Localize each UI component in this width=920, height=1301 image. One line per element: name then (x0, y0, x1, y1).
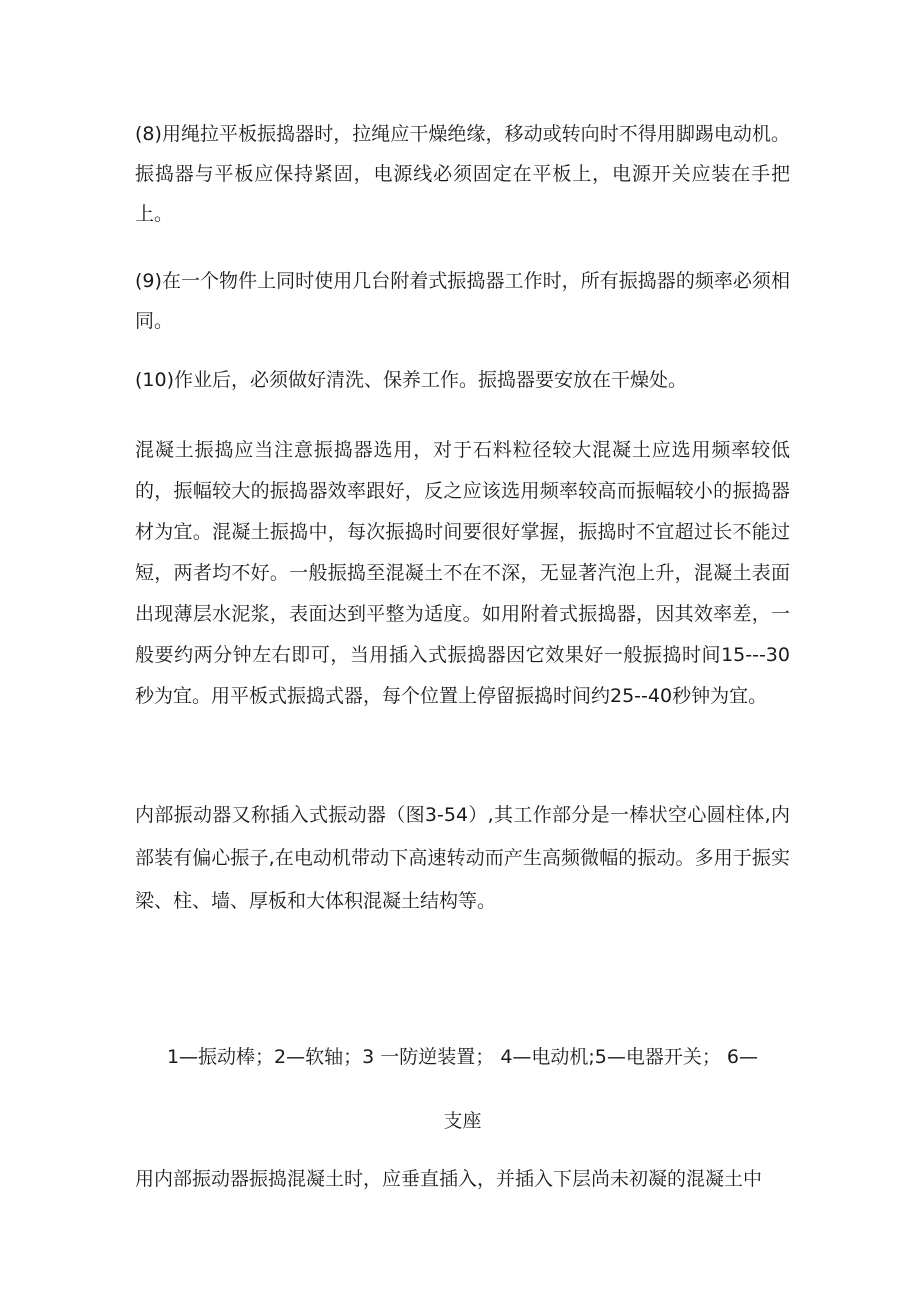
inner-vibrator-paragraph: 内部振动器又称插入式振动器（图3-54）,其工作部分是一棒状空心圆柱体,内部装有偏心振子,在电动机带动下高速转动而产生高频微幅的振动。多用于振实梁、柱、墙、厚板和大体积混凝土结构等。 (135, 804, 790, 912)
rule-item-9: (9)在一个物件上同时使用几台附着式振捣器工作时，所有振捣器的频率必须相同。 (135, 270, 790, 332)
usage-paragraph: 用内部振动器振捣混凝土时，应垂直插入，并插入下层尚未初凝的混凝土中 (135, 1168, 763, 1190)
figure-caption (135, 1036, 790, 1143)
figure-caption-line-2: 支座 (443, 1110, 482, 1132)
figure-caption-line-1: 1—振动棒；2—软轴；3 一防逆装置； 4—电动机;5—电器开关； 6— (166, 1046, 759, 1068)
rule-item-10: (10)作业后，必须做好清洗、保养工作。振捣器要安放在干燥处。 (135, 369, 688, 391)
vibration-guidance-paragraph: 混凝土振捣应当注意振捣器选用，对于石料粒径较大混凝土应选用频率较低的，振幅较大的振捣器效率跟好，反之应该选用频率较高而振幅较小的振捣器材为宜。混凝土振捣中，每次振捣时间要很好掌握，振捣时不宜超过长不能过短，两者均不好。一般振捣至混凝土不在不深，无显著汽泡上升，混凝土表面出现薄层水泥浆，表面达到平整为适度。如用附着式振捣器，因其效率差，一般要约两分钟左右即可，当用插入式振捣器因它效果好一般振捣时间15---30秒为宜。用平板式振捣式器，每个位置上停留振捣时间约25--40秒钟为宜。 (135, 439, 790, 707)
rule-item-8: (8)用绳拉平板振捣器时，拉绳应干燥绝缘，移动或转向时不得用脚踢电动机。振捣器与平板应保持紧固，电源线必须固定在平板上，电源开关应装在手把上。 (135, 123, 790, 225)
